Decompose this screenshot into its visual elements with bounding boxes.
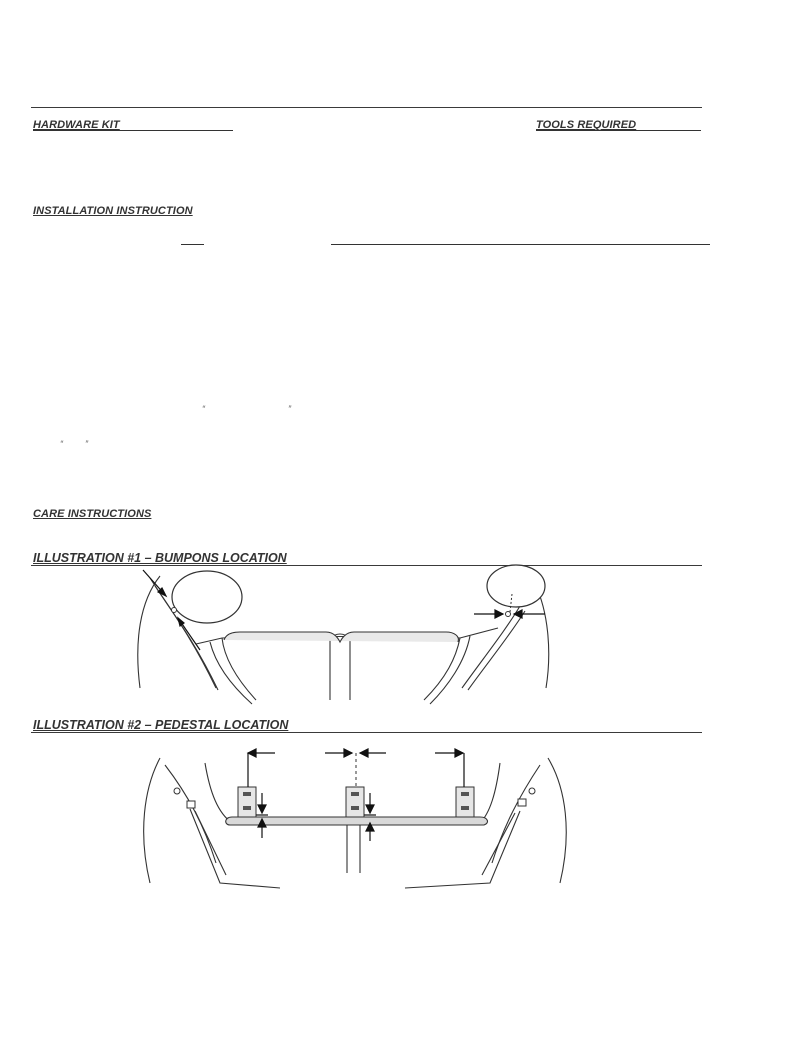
tools-required-underline: [536, 130, 701, 131]
close-quote-mark: ”: [288, 404, 291, 414]
open-quote-mark-2: “: [60, 439, 63, 449]
bumpons-location-diagram: [0, 566, 808, 706]
short-underline: [181, 244, 204, 245]
installation-instruction-heading: INSTALLATION INSTRUCTION: [33, 205, 193, 217]
top-rule: [31, 107, 702, 108]
long-underline: [331, 244, 710, 245]
close-quote-mark-2: ”: [85, 439, 88, 449]
pedestal-location-diagram: [0, 733, 808, 898]
hardware-kit-underline: [33, 130, 233, 131]
tools-required-heading: TOOLS REQUIRED: [536, 119, 637, 131]
open-quote-mark: “: [202, 404, 205, 414]
illustration-2-title: ILLUSTRATION #2 – PEDESTAL LOCATION: [33, 718, 289, 732]
care-instructions-heading: CARE INSTRUCTIONS: [33, 508, 152, 520]
illustration-1-title: ILLUSTRATION #1 – BUMPONS LOCATION: [33, 551, 287, 565]
hardware-kit-heading: HARDWARE KIT: [33, 119, 120, 131]
